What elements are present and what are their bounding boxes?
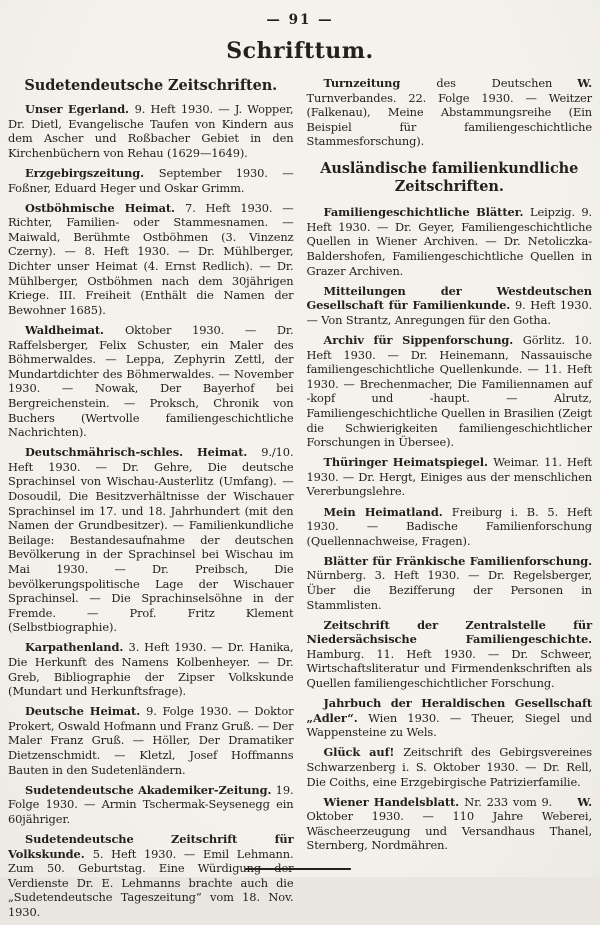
journal-entry (307, 455, 593, 499)
entry-text: 7. Heft 1930. — Richter, Familien- oder Stammesnamen. — Maiwald, Berühmte Ostböhmen (3. Vinzenz Czerny). — 8. Heft 1930. — Dr. Mühlberger, Dichter unser Heimat (4. Ernst Redlich). — Dr. Mühlberger, Ostböhmen nach dem 30jährigen Kriege. III. Freiheit (Enthält die Namen der Bewohner 1685). (8, 200, 294, 317)
entry-text: Zeitschrift des Gebirgsvereines Schwarzenberg i. S. Oktober 1930. — Dr. Rell, Die Coiths, eine Erzgebirgische Patrizierfamilie. (306, 745, 593, 789)
journal-entry (8, 783, 294, 827)
entry-text: 9. Heft 1930. — Von Strantz, Anregungen für den Gotha. (306, 298, 593, 327)
journal-entry (307, 696, 593, 740)
journal-title: Archiv für Sippenforschung. (323, 332, 514, 347)
page-number: — 91 — (266, 12, 334, 28)
journal-entry (307, 505, 593, 549)
journal-title: Familiengeschichtliche Blätter. (323, 205, 524, 220)
journal-entry (307, 618, 593, 691)
journal-title: Thüringer Heimatspiegel. (323, 455, 488, 470)
entry-text: Freiburg i. B. 5. Heft 1930. — Badische Familienforschung (Quellennachweise, Fragen). (306, 504, 592, 548)
journal-title: Blätter für Fränkische Familienforschung. (323, 553, 592, 568)
journal-entry (8, 166, 294, 195)
entry-text: Görlitz. 10. Heft 1930. — Dr. Heinemann, Nassauische familiengeschichtliche Quellenkunde. — 11. Heft 1930. — Brechenmacher, Die Familiennamen auf -kopf und -haupt. — Alrutz, Familiengeschichtliche Quellen in Brasilien (Zeigt die Schwierigkeiten familiengeschichtlicher Forschungen in Übersee). (306, 332, 592, 450)
journal-title: Glück auf! (323, 745, 395, 760)
journal-entry (307, 745, 593, 789)
entry-text: Wien 1930. — Theuer, Siegel und Wappensteine zu Wels. (306, 710, 592, 740)
journal-entry (307, 76, 593, 149)
entry-text: Oktober 1930. — Dr. Raffelsberger, Felix Schuster, ein Maler des Böhmerwaldes. — Leppa, Zephyrin Zettl, der Mundartdichter des Böhmerwaldes. — November 1930. — Nowak, Der Bayerhof bei Bergreichenstein. — Proksch, Chronik von Buchers (Wertvolle familiengeschichtliche Nachrichten). (8, 322, 294, 440)
journal-entry (307, 284, 593, 328)
journal-entry (8, 832, 294, 920)
section-heading-auslaendische: Ausländische familienkundliche Zeitschriften. (320, 159, 579, 196)
journal-title: Turnzeitung (323, 76, 401, 90)
journal-entry (307, 205, 593, 278)
journal-entry (8, 640, 294, 698)
entry-text: Hamburg. 11. Heft 1930. — Dr. Schweer, Wirtschaftsliteratur und Firmendenkschriften als Quellen familiengeschichtlicher Forschung. (306, 646, 592, 691)
left-column (8, 76, 294, 925)
entry-text: Leipzig. 9. Heft 1930. — Dr. Geyer, Familiengeschichtliche Quellen in Wiener Archiven. — Dr. Netoliczka-Baldershofen, Familiengeschichtliche Quellen in Grazer Archiven. (306, 205, 592, 278)
journal-title: Mitteilungen der Westdeutschen Gesellschaft für Familienkunde. (306, 283, 592, 313)
entry-text: 5. Heft 1930. — Emil Lehmann. Zum 50. Geburtstag. Eine Würdigung der Verdienste Dr. E. Lehmanns brachte auch die „Sudetendeutsche Tageszeitung“ vom 18. Nov. 1930. (8, 846, 294, 919)
journal-title: Sudetendeutsche Zeitschrift für Volkskunde. (8, 832, 294, 861)
section-heading-sudetendeutsche: Sudetendeutsche Zeitschriften. (24, 77, 278, 94)
reviewer-initial: W. (577, 76, 592, 90)
journal-title: Deutsche Heimat. (25, 704, 141, 719)
journal-title: Zeitschrift der Zentralstelle für Niedersächsische Familiengeschichte. (306, 617, 592, 647)
journal-entry (8, 704, 294, 777)
entry-text: des Deutschen Turnverbandes. 22. Folge 1930. — Weitzer (Falkenau), Meine Abstammungsreihe (Ein Beispiel für familiengeschichtliche Stammesforschung). (306, 76, 592, 149)
page-title: Schrifttum. (226, 38, 374, 64)
journal-title: Jahrbuch der Heraldischen Gesellschaft „Adler“. (306, 696, 592, 725)
end-of-article-divider (245, 868, 351, 870)
left-entry-list (8, 102, 294, 919)
right-lead-entry-list (307, 76, 593, 149)
entry-text: Nr. 233 vom 9. Oktober 1930. — 110 Jahre Weberei, Wäscheerzeugung und Versandhaus Thanel, Sternberg, Nordmähren. (306, 794, 592, 853)
journal-title: Unser Egerland. (25, 102, 129, 117)
entry-text: Weimar. 11. Heft 1930. — Dr. Hergt, Einiges aus der menschlichen Vererbungslehre. (306, 455, 592, 499)
journal-entry (8, 323, 294, 440)
entry-text: 19. Folge 1930. — Armin Tschermak-Seysenegg ein 60jähriger. (8, 782, 294, 826)
two-column-layout (8, 76, 592, 925)
journal-entry (8, 102, 294, 160)
right-entry-list (307, 205, 593, 853)
journal-title: Mein Heimatland. (323, 504, 443, 519)
entry-text: 3. Heft 1930. — Dr. Hanika, Die Herkunft des Namens Kolbenheyer. — Dr. Greb, Bibliographie der Zipser Volkskunde (Mundart und Herkunftsfrage). (8, 640, 294, 699)
journal-entry (307, 795, 593, 853)
journal-title: Waldheimat. (25, 322, 104, 337)
journal-title: Deutschmährisch-schles. Heimat. (25, 445, 248, 460)
entry-text: 9. Heft 1930. — J. Wopper, Dr. Dietl, Evangelische Taufen von Kindern aus dem Ascher und Roßbacher Gebiet in den Kirchenbüchern von Rehau (1629—1649). (8, 102, 294, 160)
journal-title: Ostböhmische Heimat. (25, 200, 175, 215)
journal-title: Wiener Handelsblatt. (323, 794, 460, 809)
journal-title: Karpathenland. (25, 640, 124, 655)
entry-text: 9. Folge 1930. — Doktor Prokert, Oswald Hofmann und Franz Gruß. — Der Maler Franz Gruß. — Höller, Der Dramatiker Dietzenschmidt. — Kletzl, Josef Hoffmanns Bauten in den Sudetenländern. (8, 704, 294, 777)
journal-title: Erzgebirgszeitung. (25, 166, 145, 180)
journal-entry (8, 201, 294, 318)
entry-text: September 1930. — Foßner, Eduard Heger und Oskar Grimm. (8, 166, 294, 195)
entry-text: 9./10. Heft 1930. — Dr. Gehre, Die deutsche Sprachinsel von Wischau-Austerlitz (Umfang). — Dosoudil, Die Besitzverhältnisse der Wischauer Sprachinsel im 17. und 18. Jahrhundert (mit den Namen der Grundbesitzer). — Familienkundliche Beilage: Bestandesaufnahme der deutschen Bevölkerung in der Sprachinsel bei Wischau im Mai 1930. — Dr. Preibsch, Die bevölkerungspolitische Lage der Wischauer Sprachinsel. — Die Sprachinselsöhne in der Fremde. — Prof. Fritz Klement (Selbstbiographie). (8, 445, 294, 635)
entry-text: Nürnberg. 3. Heft 1930. — Dr. Regelsberger, Über die Bezifferung der Personen in Stammlisten. (306, 568, 592, 612)
journal-entry (307, 554, 593, 612)
right-column (307, 76, 593, 925)
journal-title: Sudetendeutsche Akademiker-Zeitung. (25, 782, 272, 797)
reviewer-initial: W. (577, 794, 592, 809)
journal-entry (307, 333, 593, 450)
journal-entry (8, 445, 294, 635)
